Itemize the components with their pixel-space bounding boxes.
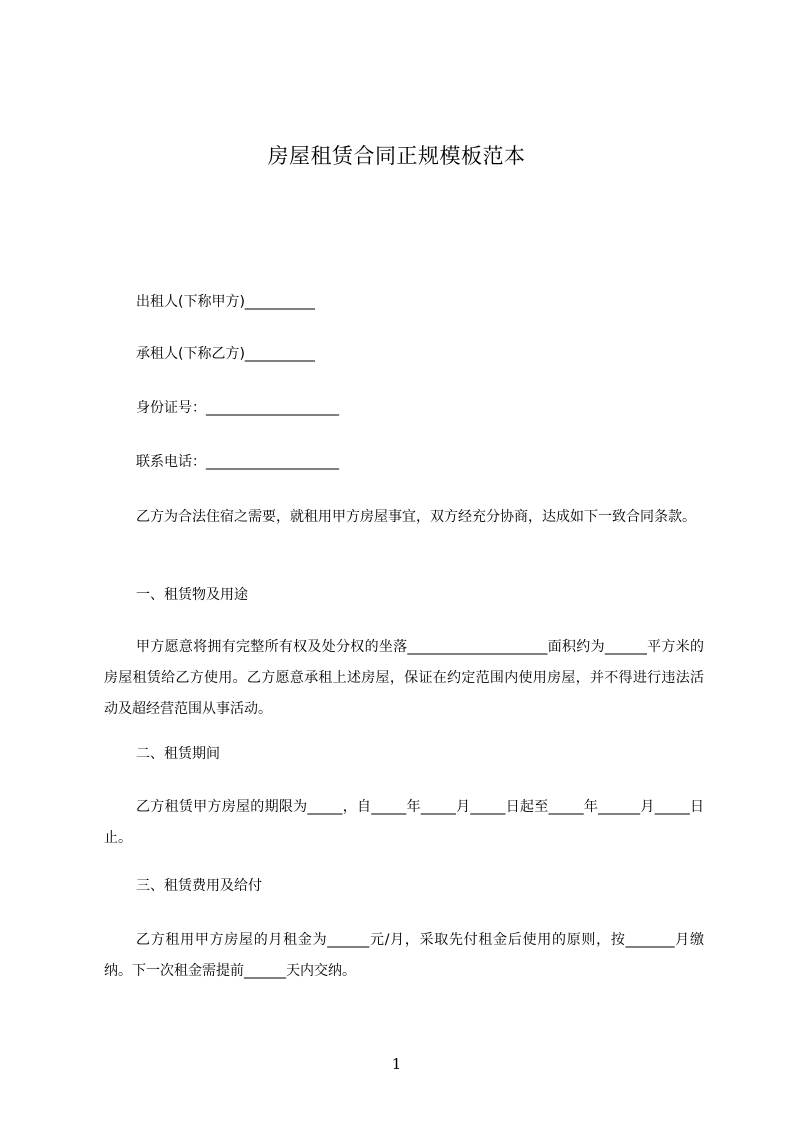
document-title: 房屋租赁合同正规模板范本 xyxy=(267,144,526,168)
section-heading-1: 一、租赁物及用途 xyxy=(136,587,248,603)
phone-field: 联系电话：___________________ xyxy=(136,454,339,470)
section-heading-3: 三、租赁费用及给付 xyxy=(136,878,262,894)
id-number-field: 身份证号：___________________ xyxy=(136,400,339,416)
section-heading-2: 二、租赁期间 xyxy=(136,746,220,762)
lessor-field: 出租人(下称甲方)__________ xyxy=(136,294,315,310)
section-body-3: 乙方租用甲方房屋的月租金为______元/月，采取先付租金后使用的原则，按_______月缴纳。下一次租金需提前______天内交纳。 xyxy=(104,932,704,979)
intro-paragraph: 乙方为合法住宿之需要，就租用甲方房屋事宜，双方经充分协商，达成如下一致合同条款。 xyxy=(136,509,696,525)
lessee-field: 承租人(下称乙方)__________ xyxy=(136,346,315,362)
section-body-2: 乙方租赁甲方房屋的期限为_____，自_____年_____月_____日起至_____年______月_____日止。 xyxy=(104,799,704,846)
section-body-1: 甲方愿意将拥有完整所有权及处分权的坐落____________________面积约为______平方米的房屋租赁给乙方使用。乙方愿意承租上述房屋，保证在约定范围内使用房屋，并不得进行违法活动及超经营范围从事活动。 xyxy=(104,639,704,717)
page-number: 1 xyxy=(391,1055,402,1073)
